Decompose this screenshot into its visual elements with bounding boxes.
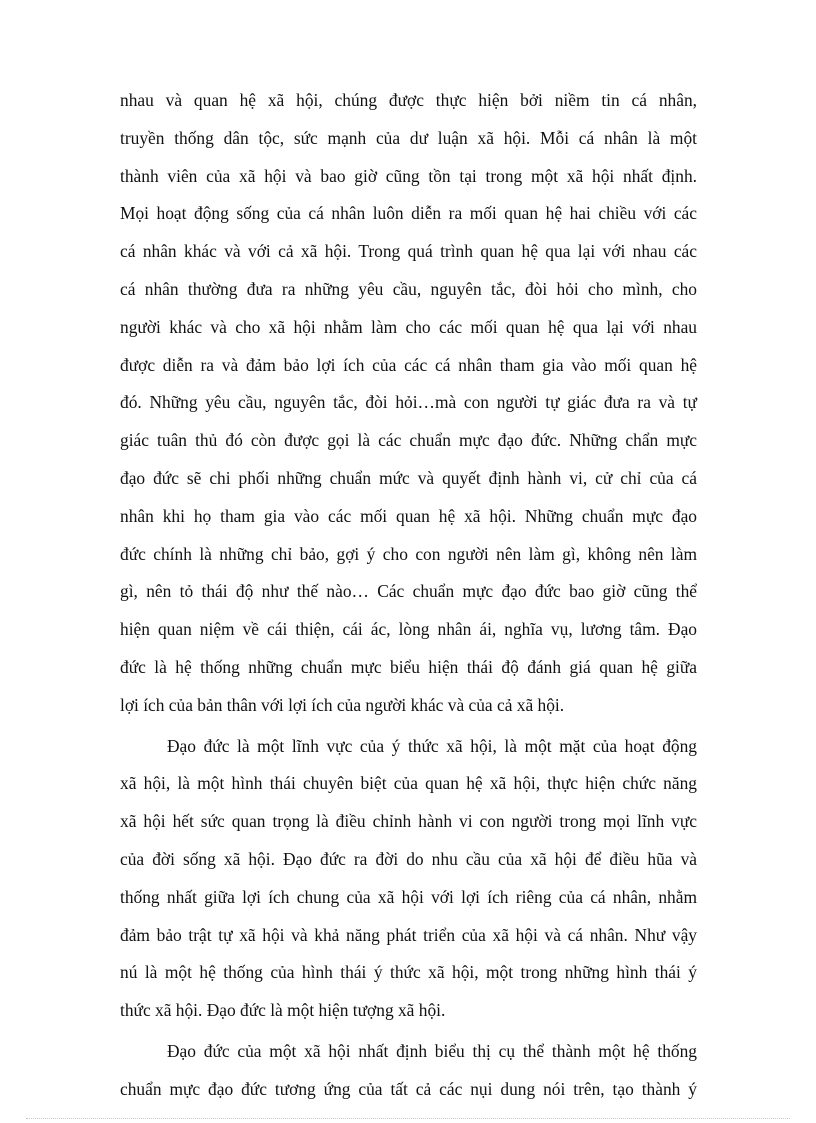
text-line: gì, nên tỏ thái độ như thế nào… Các chuẩn mực đạo đức bao giờ cũng thể [120, 581, 697, 602]
text-line: cá nhân thường đưa ra những yêu cầu, nguyên tắc, đòi hỏi cho mình, cho [120, 278, 697, 299]
text-line: nhân khi họ tham gia vào các mối quan hệ xã hội. Những chuẩn mực đạo [120, 505, 697, 526]
text-line: Đạo đức là một lĩnh vực của ý thức xã hội, là một mặt của hoạt động [167, 735, 697, 756]
text-line: truyền thống dân tộc, sức mạnh của dư luận xã hội. Mỗi cá nhân là một [120, 127, 697, 148]
text-line: thức xã hội. Đạo đức là một hiện tượng xã hội. [120, 1000, 446, 1021]
text-line: lợi ích của bản thân với lợi ích của người khác và của cả xã hội. [120, 694, 565, 715]
text-line: đức chính là những chỉ bảo, gợi ý cho con người nên làm gì, không nên làm [120, 543, 697, 564]
page-bottom-divider [26, 1118, 790, 1119]
text-line: cá nhân khác và với cả xã hội. Trong quá trình quan hệ qua lại với nhau các [120, 241, 697, 262]
text-line: thành viên của xã hội và bao giờ cũng tồn tại trong một xã hội nhất định. [120, 165, 697, 186]
text-line: nhau và quan hệ xã hội, chúng được thực hiện bởi niềm tin cá nhân, [120, 90, 697, 110]
text-line: Mọi hoạt động sống của cá nhân luôn diễn ra mối quan hệ hai chiều với các [120, 203, 697, 224]
text-line: chuẩn mực đạo đức tương ứng của tất cả các nụi dung nói trên, tạo thành ý [120, 1078, 697, 1099]
text-line: xã hội hết sức quan trọng là điều chỉnh hành vi con người trong mọi lĩnh vực [120, 811, 697, 832]
text-line: thống nhất giữa lợi ích chung của xã hội với lợi ích riêng của cá nhân, nhằm [120, 886, 697, 907]
text-line: của đời sống xã hội. Đạo đức ra đời do nhu cầu của xã hội để điều hũa và [120, 848, 697, 869]
text-line: giác tuân thủ đó còn được gọi là các chuẩn mực đạo đức. Những chẩn mực [120, 430, 697, 451]
text-line: xã hội, là một hình thái chuyên biệt của quan hệ xã hội, thực hiện chức năng [120, 773, 697, 794]
text-line: đạo đức sẽ chi phối những chuẩn mức và quyết định hành vi, cử chỉ của cá [120, 467, 697, 488]
text-line: đó. Những yêu cầu, nguyên tắc, đòi hỏi…mà con người tự giác đưa ra và tự [120, 392, 697, 413]
text-line: Đạo đức của một xã hội nhất định biểu thị cụ thể thành một hệ thống [167, 1040, 697, 1061]
body-text [120, 82, 697, 1109]
text-line: nú là một hệ thống của hình thái ý thức xã hội, một trong những hình thái ý [120, 962, 697, 983]
text-line: đức là hệ thống những chuẩn mực biểu hiện thái độ đánh giá quan hệ giữa [120, 656, 697, 677]
text-line: được diễn ra và đảm bảo lợi ích của các cá nhân tham gia vào mối quan hệ [120, 354, 697, 375]
text-line: đảm bảo trật tự xã hội và khả năng phát triển của xã hội và cá nhân. Như vậy [120, 924, 697, 945]
text-line: người khác và cho xã hội nhằm làm cho các mối quan hệ qua lại với nhau [120, 316, 697, 337]
text-line: hiện quan niệm về cái thiện, cái ác, lòng nhân ái, nghĩa vụ, lương tâm. Đạo [120, 619, 697, 640]
